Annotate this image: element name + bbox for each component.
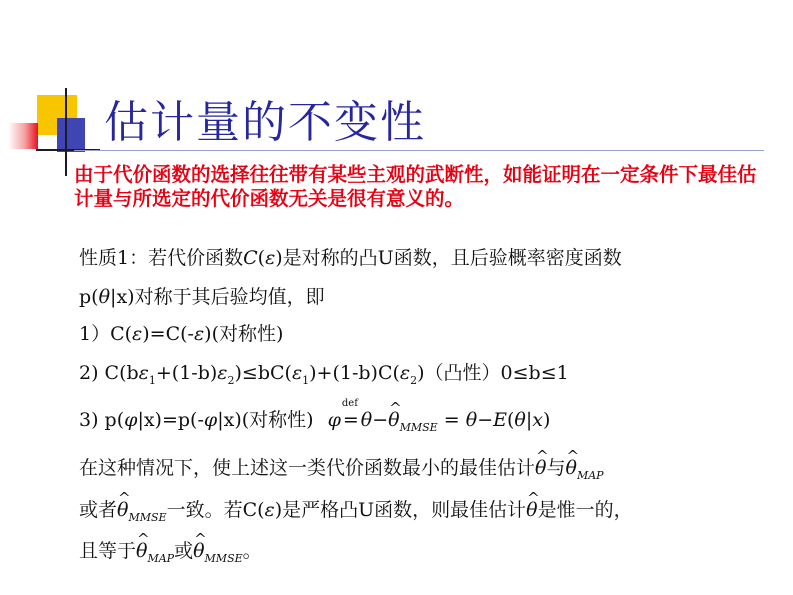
symbol-x: x [532, 409, 543, 431]
symbol-epsilon: ε [265, 247, 276, 269]
slide-title: 估计量的不变性 [104, 97, 426, 148]
property-text-tail: )是对称的凸U函数，且后验概率密度函数 [275, 247, 622, 269]
theta-hat: ^ θ [117, 498, 128, 522]
cond1-text-c: )(对称性) [204, 323, 284, 345]
def-label: def [341, 398, 358, 409]
symbol-theta: θ [514, 409, 526, 431]
cond2-text-d: )+(1-b)C( [309, 362, 400, 384]
conclusion-text-b: 与 [546, 457, 566, 479]
cond2-text-b: +(1-b) [155, 362, 218, 384]
symbol-phi: φ [203, 409, 218, 431]
conclusion-line-1 [79, 456, 604, 480]
subscript-mmse: MMSE [399, 421, 438, 434]
symbol-epsilon: ε [399, 362, 411, 384]
cond1-text-b: )=C(- [142, 323, 194, 345]
cond3-text-a: 3) p( [79, 409, 125, 431]
minus-sign: − [372, 409, 389, 431]
conclusion-text-f: 是惟一的， [537, 499, 633, 521]
symbol-phi: φ [327, 409, 341, 431]
conclusion-text-h: 或 [174, 540, 194, 562]
symbol-epsilon: ε [193, 323, 205, 345]
symbol-epsilon: ε [264, 499, 275, 521]
cond3-text-c: |x)(对称性) [217, 409, 314, 431]
conclusion-line-3 [79, 539, 262, 563]
property-text: 性质1：若代价函数 [79, 247, 244, 269]
decor-vertical-line [65, 88, 67, 176]
subscript-1: 1 [302, 374, 310, 387]
subscript-2: 2 [410, 374, 418, 387]
conclusion-text-g: 且等于 [79, 540, 137, 562]
posterior-text: )对称于其后验均值，即 [127, 286, 325, 308]
condition-1-symmetry [79, 322, 283, 346]
symbol-epsilon: ε [291, 362, 303, 384]
paren-open: ( [257, 247, 266, 269]
text-p: p( [79, 286, 99, 308]
paren-open: ( [506, 409, 515, 431]
title-underline [74, 150, 764, 151]
decor-red-gradient-square [8, 123, 38, 149]
theta-hat: ^ θ [388, 408, 399, 432]
symbol-C: C [243, 247, 258, 269]
conclusion-text-a: 在这种情况下，使上述这一类代价函数最小的最佳估计 [79, 457, 536, 479]
subscript-mmse: MMSE [204, 552, 243, 565]
conclusion-text-e: )是严格凸U函数，则最佳估计 [274, 499, 527, 521]
symbol-theta: θ [360, 409, 373, 431]
cond1-text-a: 1）C( [79, 323, 133, 345]
subscript-map: MAP [576, 469, 604, 482]
conclusion-line-2 [79, 498, 633, 522]
posterior-symmetry-line [79, 285, 325, 309]
cond2-text-a: 2) C(b [79, 362, 139, 384]
def-equals [341, 398, 359, 432]
bar: | [110, 286, 117, 308]
condition-3-definition [79, 398, 551, 434]
cond3-text-b: |x)=p(- [137, 409, 204, 431]
equals-sign: = [342, 409, 359, 431]
paren-close: ) [542, 409, 551, 431]
property-statement [79, 246, 622, 270]
decor-blue-square [57, 118, 85, 152]
theta-hat: ^ θ [565, 456, 576, 480]
symbol-epsilon: ε [217, 362, 228, 384]
symbol-epsilon: ε [138, 362, 149, 384]
conclusion-text-d: 一致。若C( [166, 499, 265, 521]
bar: | [525, 409, 533, 431]
intro-paragraph: 由于代价函数的选择往往带有某些主观的武断性，如能证明在一定条件下最佳估计量与所选定的代价函数无关是很有意义的。 [74, 163, 757, 210]
theta-hat: ^ θ [193, 539, 204, 563]
symbol-x: x [116, 286, 128, 308]
conclusion-text-i: 。 [242, 540, 262, 562]
subscript-1: 1 [148, 374, 156, 387]
symbol-E: E [493, 409, 507, 431]
theta-hat: ^ θ [535, 456, 546, 480]
equals-sign: = [443, 409, 460, 431]
condition-2-convexity [79, 361, 569, 385]
symbol-theta: θ [465, 409, 478, 431]
conclusion-text-c: 或者 [79, 499, 118, 521]
cond2-text-c: )≤bC( [234, 362, 292, 384]
minus-sign: − [477, 409, 494, 431]
theta-hat: ^ θ [526, 498, 537, 522]
cond2-text-e: )（凸性）0≤b≤1 [417, 362, 569, 384]
theta-hat: ^ θ [136, 539, 147, 563]
symbol-phi: φ [124, 409, 138, 431]
subscript-map: MAP [147, 552, 175, 565]
subscript-mmse: MMSE [128, 511, 167, 524]
subscript-2: 2 [227, 374, 235, 387]
symbol-epsilon: ε [132, 323, 143, 345]
symbol-theta: θ [98, 286, 111, 308]
